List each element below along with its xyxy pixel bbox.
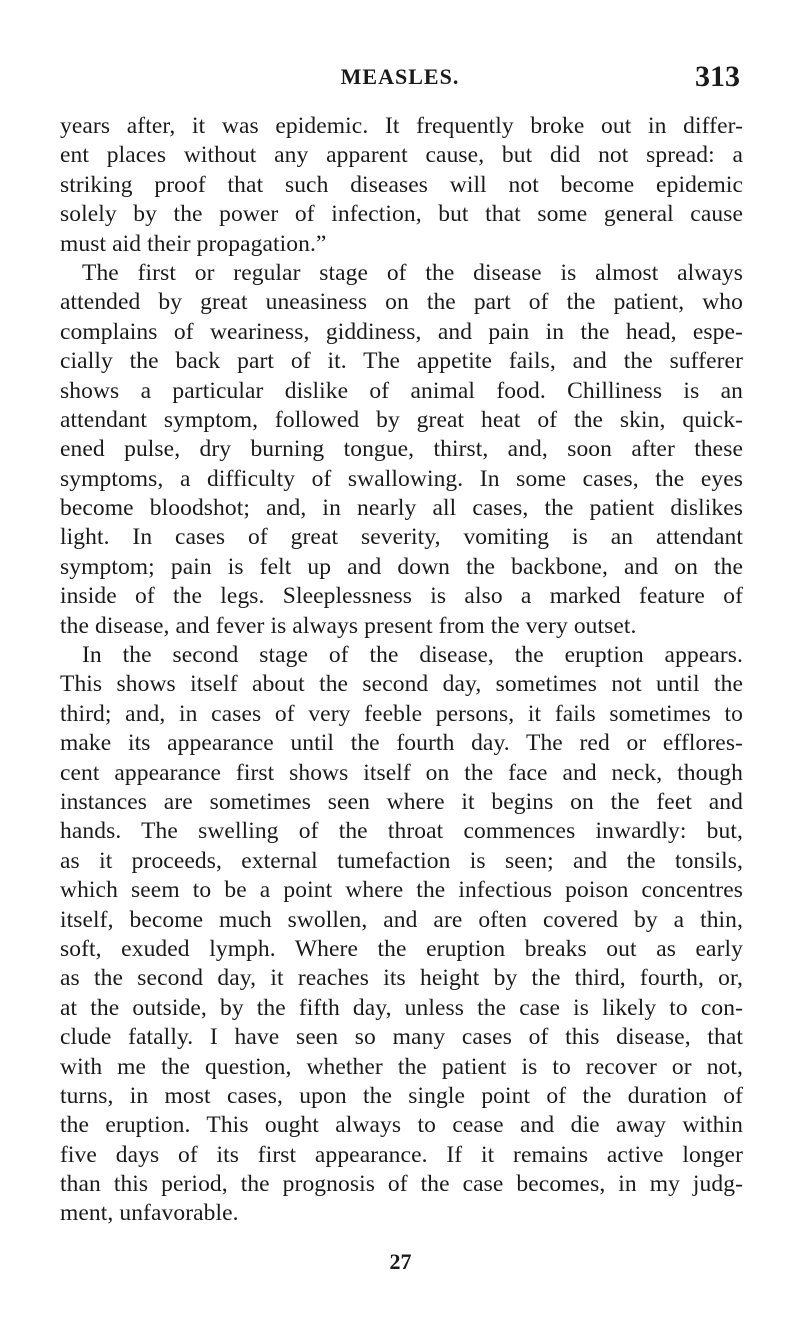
text-line: inside of the legs. Sleeplessness is also a marked feature of (60, 583, 743, 610)
text-line: third; and, in cases of very feeble persons, it fails sometimes to (60, 700, 743, 727)
text-line: with me the question, whether the patient is to recover or not, (60, 1053, 743, 1080)
text-line: than this period, the prognosis of the case becomes, in my judg- (60, 1171, 743, 1198)
text-line: symptoms, a difficulty of swallowing. In some cases, the eyes (60, 465, 743, 492)
text-line: as it proceeds, external tumefaction is seen; and the tonsils, (60, 847, 743, 874)
signature-mark: 27 (389, 1249, 412, 1274)
text-line: complains of weariness, giddiness, and pain in the head, espe- (60, 318, 743, 345)
text-line: solely by the power of infection, but that some general cause (60, 201, 743, 228)
text-line: ment, unfavorable. (60, 1200, 239, 1227)
page-header (60, 60, 740, 104)
text-line: symptom; pain is felt up and down the backbone, and on the (60, 553, 743, 580)
text-line: years after, it was epidemic. It frequently broke out in differ- (60, 113, 743, 139)
text-line: attendant symptom, followed by great heat of the skin, quick- (60, 406, 743, 433)
page-number: 313 (695, 60, 740, 93)
text-line: the disease, and fever is always present from the very outset. (60, 612, 637, 639)
body-text (60, 112, 743, 1229)
text-line: cially the back part of it. The appetite fails, and the sufferer (60, 348, 743, 375)
text-line: five days of its first appearance. If it remains active longer (60, 1141, 743, 1168)
text-line: instances are sometimes seen where it begins on the feet and (60, 788, 743, 815)
text-line: This shows itself about the second day, sometimes not until the (60, 671, 743, 698)
text-line: at the outside, by the fifth day, unless the case is likely to con- (60, 994, 743, 1021)
text-line: The first or regular stage of the disease is almost always (82, 259, 743, 286)
text-line: make its appearance until the fourth day. The red or efflores- (60, 730, 743, 757)
text-line: itself, become much swollen, and are often covered by a thin, (60, 906, 743, 933)
text-line: which seem to be a point where the infectious poison concentres (60, 877, 743, 904)
text-line: must aid their propagation.” (60, 230, 327, 257)
text-line: hands. The swelling of the throat commences inwardly: but, (60, 818, 743, 845)
text-line: striking proof that such diseases will not become epidemic (60, 171, 743, 198)
text-line: cent appearance first shows itself on the face and neck, though (60, 759, 743, 786)
running-head: MEASLES. (340, 64, 460, 89)
text-line: clude fatally. I have seen so many cases of this disease, that (60, 1024, 743, 1051)
text-line: ened pulse, dry burning tongue, thirst, and, soon after these (60, 436, 743, 463)
text-line: In the second stage of the disease, the eruption appears. (82, 642, 743, 669)
text-line: shows a particular dislike of animal food. Chilliness is an (60, 377, 743, 404)
text-line: ent places without any apparent cause, but did not spread: a (60, 142, 743, 169)
text-line: soft, exuded lymph. Where the eruption breaks out as early (60, 935, 743, 962)
text-line: light. In cases of great severity, vomiting is an attendant (60, 524, 743, 551)
text-line: attended by great uneasiness on the part of the patient, who (60, 289, 743, 316)
text-line: become bloodshot; and, in nearly all cases, the patient dislikes (60, 495, 743, 522)
text-line: as the second day, it reaches its height by the third, fourth, or, (60, 965, 743, 992)
text-line: turns, in most cases, upon the single point of the duration of (60, 1082, 743, 1109)
text-line: the eruption. This ought always to cease and die away within (60, 1112, 743, 1139)
